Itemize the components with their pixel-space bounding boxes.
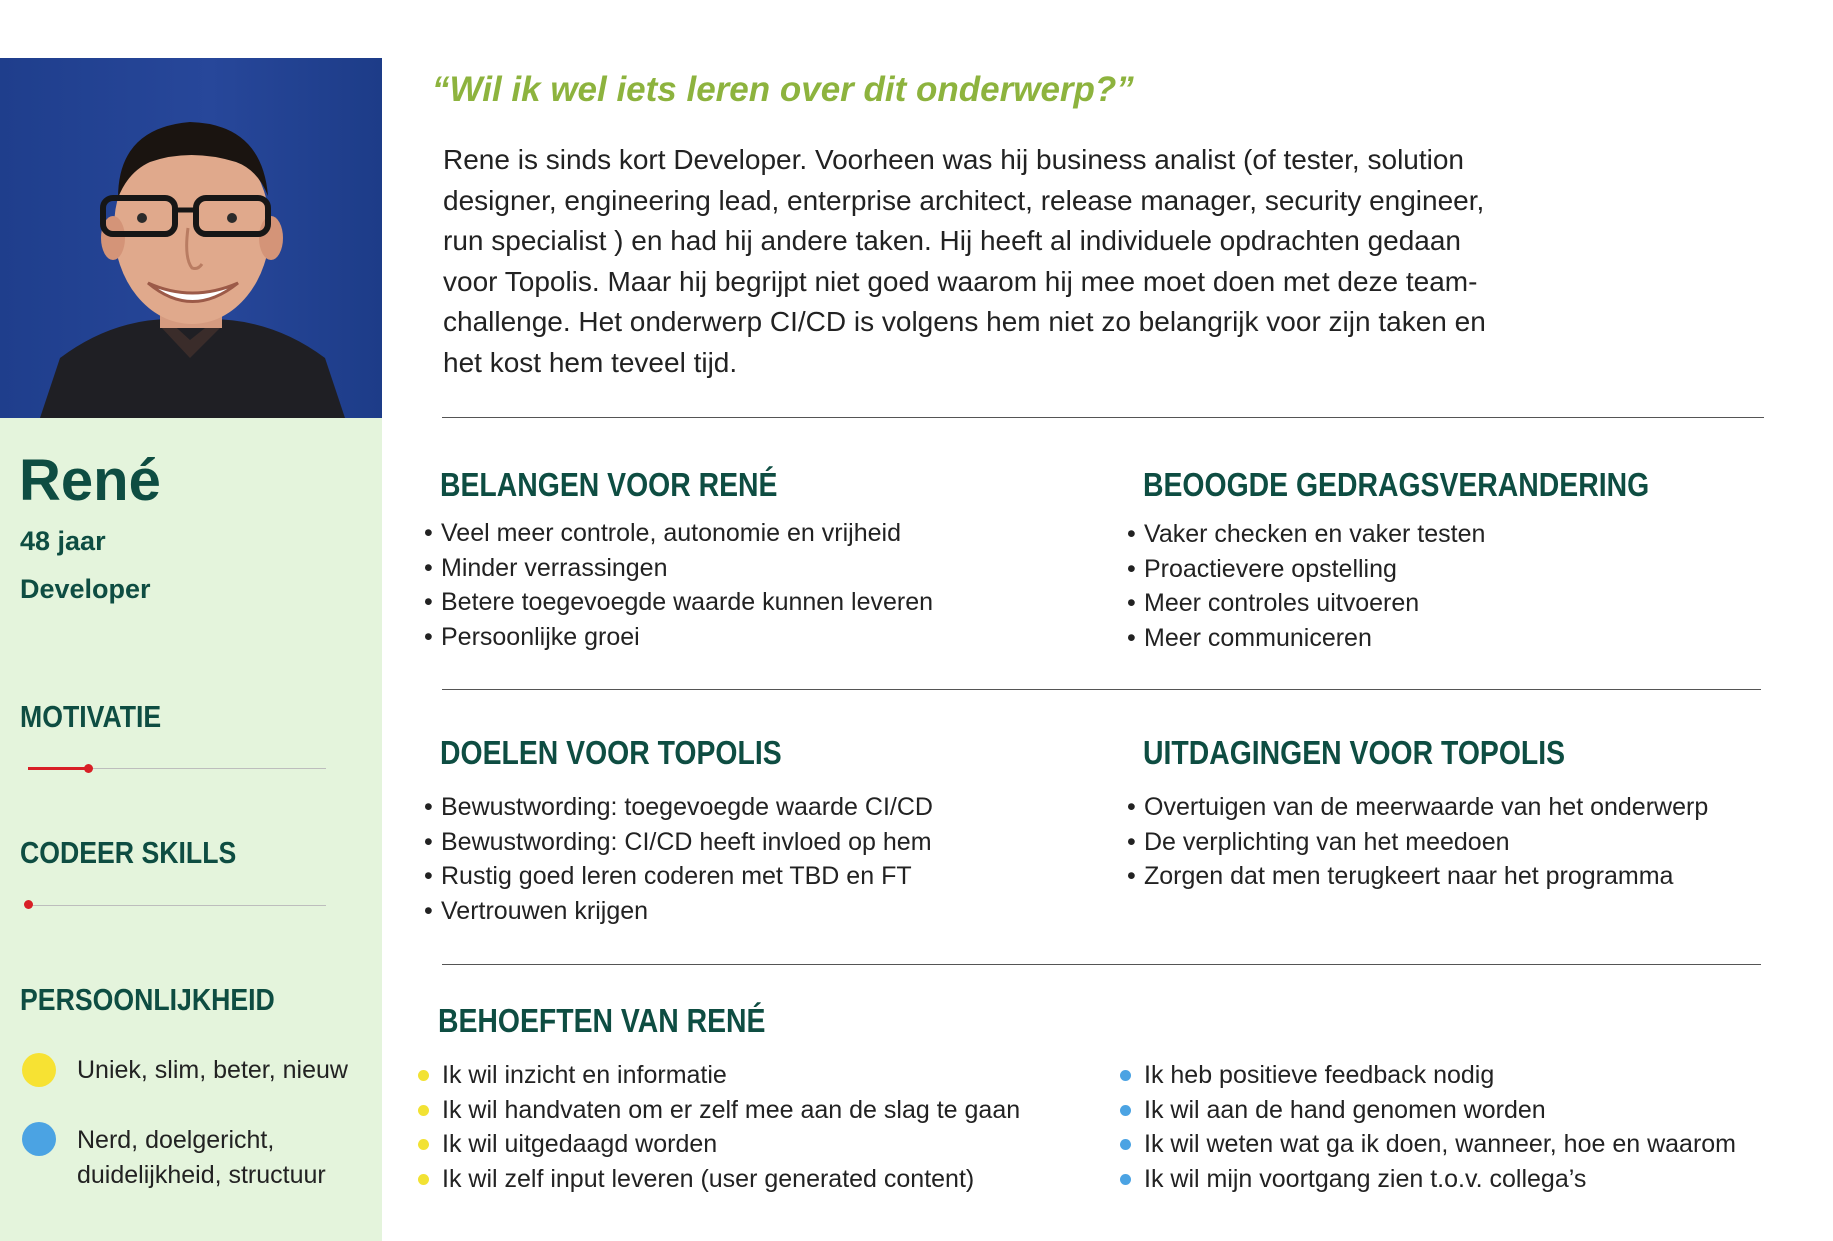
list-item [418, 1058, 1020, 1093]
motivatie-heading: MOTIVATIE [20, 699, 162, 734]
list-item: • Vaker checken en vaker testen [1127, 517, 1485, 552]
codeer-scale-track [28, 905, 326, 906]
persona-name: René [19, 448, 161, 513]
gedragsverandering-list [1127, 517, 1485, 655]
list-item: • Persoonlijke groei [424, 620, 933, 655]
list-item-text: Ik wil handvaten om er zelf mee aan de slag te gaan [442, 1095, 1021, 1124]
list-item: • Proactievere opstelling [1127, 552, 1485, 587]
list-item-text: Ik wil uitgedaagd worden [442, 1130, 718, 1158]
blue-bullet-icon [1120, 1139, 1131, 1150]
persona-intro: Rene is sinds kort Developer. Voorheen was hij business analist (of tester, solution designer, engineering lead, enterprise architect, release manager, security engineer, run specialist ) en had hij andere taken. Hij heeft al individuele opdrachten gedaan voor Topolis. Maar hij begrijpt niet goed waarom hij mee moet doen met deze team-challenge. Het onderwerp CI/CD is volgens hem niet zo belangrijk voor zijn taken en het kost hem teveel tijd. [443, 144, 1486, 378]
list-item: • Bewustwording: CI/CD heeft invloed op hem [424, 825, 933, 860]
uitdagingen-heading: UITDAGINGEN VOOR TOPOLIS [1143, 734, 1566, 771]
persoonlijkheid-heading: PERSOONLIJKHEID [20, 982, 275, 1017]
list-item-text: Ik wil inzicht en informatie [442, 1061, 727, 1089]
yellow-bullet-icon [418, 1105, 429, 1116]
personality-yellow-dot [22, 1053, 56, 1087]
list-item: • Veel meer controle, autonomie en vrijheid [424, 516, 933, 551]
motivatie-scale-fill [28, 767, 88, 770]
list-item-text: Ik wil mijn voortgang zien t.o.v. collega’s [1144, 1164, 1587, 1193]
list-item [418, 1127, 1020, 1162]
personality-trait-2: Nerd, doelgericht, duidelijkheid, structuur [77, 1126, 326, 1189]
list-item: • Bewustwording: toegevoegde waarde CI/CD [424, 790, 933, 825]
blue-bullet-icon [1120, 1070, 1131, 1081]
belangen-list [424, 516, 933, 654]
personality-blue-dot [22, 1122, 56, 1156]
list-item: • Meer controles uitvoeren [1127, 586, 1485, 621]
codeer-scale-marker [24, 900, 33, 909]
motivatie-scale-marker [84, 764, 93, 773]
list-item [418, 1093, 1020, 1128]
persona-photo [0, 58, 382, 418]
blue-bullet-icon [1120, 1174, 1131, 1185]
list-item [1120, 1093, 1736, 1128]
list-item-text: Ik heb positieve feedback nodig [1144, 1061, 1495, 1089]
list-item: • Vertrouwen krijgen [424, 894, 933, 929]
list-item: • Overtuigen van de meerwaarde van het onderwerp [1127, 790, 1708, 825]
persona-age: 48 jaar [20, 526, 106, 556]
yellow-bullet-icon [418, 1174, 429, 1185]
persona-role: Developer [20, 574, 151, 604]
yellow-bullet-icon [418, 1139, 429, 1150]
yellow-bullet-icon [418, 1070, 429, 1081]
list-item [1120, 1127, 1736, 1162]
divider [442, 417, 1764, 418]
list-item [418, 1162, 1020, 1197]
list-item-text: Ik wil aan de hand genomen worden [1144, 1095, 1546, 1124]
uitdagingen-list [1127, 790, 1708, 894]
belangen-heading: BELANGEN VOOR RENÉ [440, 466, 778, 503]
behoeften-heading: BEHOEFTEN VAN RENÉ [438, 1002, 766, 1039]
behoeften-list-yellow [418, 1058, 1020, 1196]
divider [442, 689, 1761, 690]
personality-trait-1: Uniek, slim, beter, nieuw [77, 1056, 348, 1084]
persona-photo-illustration [0, 58, 382, 418]
list-item: • Rustig goed leren coderen met TBD en FT [424, 859, 933, 894]
persona-quote: “Wil ik wel iets leren over dit onderwerp?” [432, 70, 1134, 109]
list-item-text: Ik wil weten wat ga ik doen, wanneer, hoe en waarom [1144, 1130, 1737, 1158]
list-item: • Betere toegevoegde waarde kunnen leveren [424, 585, 933, 620]
doelen-list [424, 790, 933, 928]
list-item [1120, 1162, 1736, 1197]
behoeften-list-blue [1120, 1058, 1736, 1196]
list-item: • Minder verrassingen [424, 551, 933, 586]
codeer-skills-heading: CODEER SKILLS [20, 835, 237, 870]
blue-bullet-icon [1120, 1105, 1131, 1116]
gedragsverandering-heading: BEOOGDE GEDRAGSVERANDERING [1143, 466, 1650, 503]
doelen-heading: DOELEN VOOR TOPOLIS [440, 734, 782, 771]
list-item [1120, 1058, 1736, 1093]
list-item: • Zorgen dat men terugkeert naar het programma [1127, 859, 1708, 894]
list-item-text: Ik wil zelf input leveren (user generated content) [442, 1164, 975, 1193]
list-item: • De verplichting van het meedoen [1127, 825, 1708, 860]
list-item: • Meer communiceren [1127, 621, 1485, 656]
divider [442, 964, 1761, 965]
